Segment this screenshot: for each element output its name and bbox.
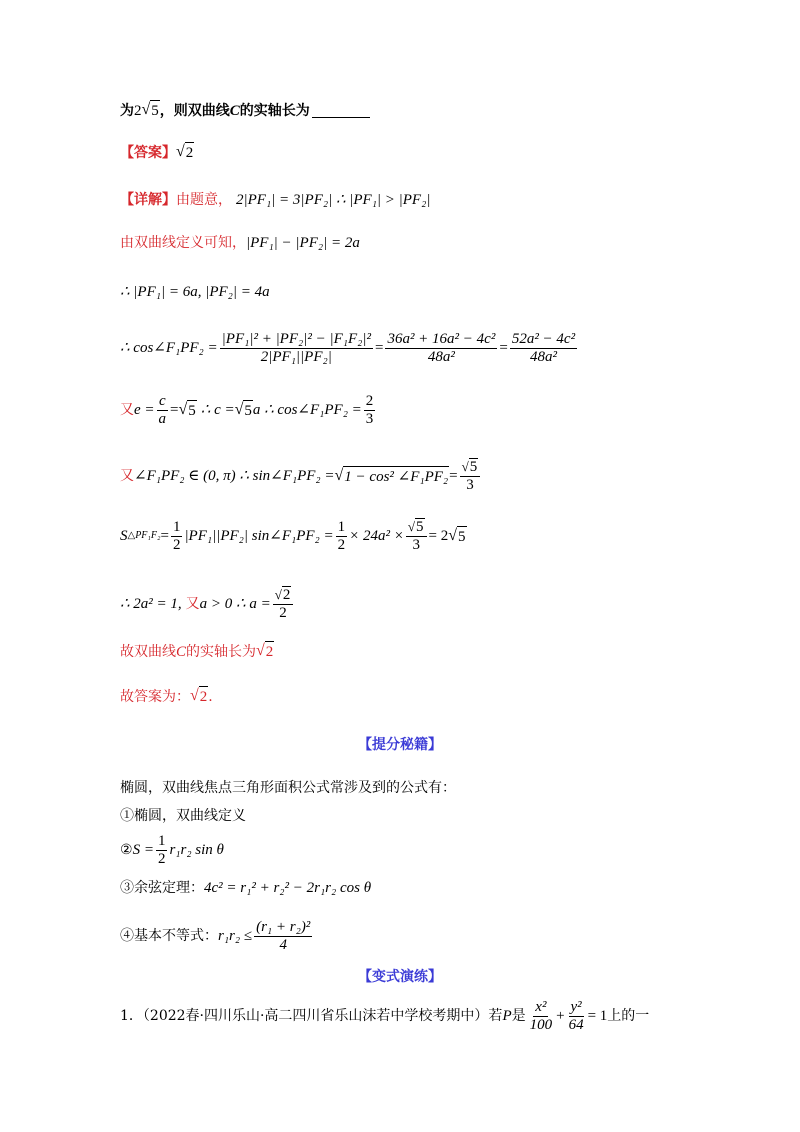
text: 上的一 — [607, 1008, 650, 1024]
values-line — [120, 282, 270, 302]
fraction: $\frac{\text{36a² + 16a² − 4c²}}{\text{48a²}}$ — [387, 330, 496, 365]
text: 的实轴长为 — [239, 102, 310, 119]
solve-line — [120, 584, 295, 624]
math: = — [160, 528, 169, 544]
math: e = — [134, 402, 155, 418]
section-title-practice: 【变式演练】 — [358, 969, 442, 985]
sqrt: √ 1 − cos² ∠F₁PF₂ — [334, 466, 449, 485]
fraction: $\frac{\text{|PF₁|² + |PF₂|² − |F₁F₂|²}}{\text{2|PF₁||PF₂|}}$ — [221, 330, 371, 365]
area-line — [120, 516, 467, 556]
math: 2|PF₁| = 3|PF₂| ∴ |PF₁| > |PF₂| — [236, 192, 431, 208]
practice-question-1 — [120, 996, 649, 1036]
math: = 1 — [587, 1008, 608, 1024]
math: a ∴ cos∠F₁PF₂ = — [252, 402, 362, 418]
text: 为 — [120, 102, 134, 119]
text: 1．（2022春·四川乐山·高二四川省乐山沫若中学校考期中）若 — [120, 1008, 503, 1024]
math: r₁r₂ ≤ — [218, 928, 253, 944]
math: = 2 — [428, 528, 449, 544]
section-title-tips: 【提分秘籍】 — [358, 737, 442, 753]
fraction: $\frac{1}{2}$ — [157, 832, 166, 867]
text: ①椭圆，双曲线定义 — [120, 808, 246, 824]
math: = — [449, 468, 458, 484]
math-2sqrt5: 2 √ 5 — [134, 101, 159, 119]
text: 由题意， — [176, 192, 232, 208]
tips-item-4 — [120, 916, 314, 956]
var-c: C — [229, 102, 240, 119]
text: 的实轴长为 — [186, 643, 257, 660]
text: 又 — [185, 596, 200, 612]
fraction: √ 2 2 — [273, 586, 294, 622]
fraction: √ 5 3 — [460, 458, 481, 494]
math: ∴ cos∠F₁PF₂ = — [120, 340, 218, 356]
text: ② — [120, 842, 133, 858]
text: ③余弦定理： — [120, 880, 204, 896]
tips-intro — [120, 778, 456, 798]
sqrt: √ 2 — [256, 642, 274, 660]
text: 故双曲线 — [120, 643, 176, 660]
fraction: $\frac{2}{3}$ — [365, 392, 374, 427]
text: . — [208, 688, 213, 705]
fraction: $\frac{c}{a}$ — [158, 392, 167, 427]
answer-value: √ 2 — [176, 143, 194, 161]
detail-label: 【详解】 — [120, 192, 176, 208]
math: = — [170, 402, 179, 418]
sqrt: √ 5 — [234, 400, 252, 419]
eccentricity-line — [120, 390, 377, 430]
math: ∴ |PF₁| = 6a, |PF₂| = 4a — [120, 284, 270, 300]
tips-item-3 — [120, 878, 371, 898]
fraction: $\frac{\text{x²}}{100}$ — [529, 998, 553, 1033]
math: 4c² = r₁² + r₂² − 2r₁r₂ cos θ — [204, 880, 372, 896]
fraction: $\frac{\text{52a² − 4c²}}{\text{48a²}}$ — [511, 330, 576, 365]
fraction: $\frac{1}{2}$ — [172, 518, 181, 553]
sqrt: √ 5 — [448, 526, 466, 545]
problem-tail — [120, 100, 370, 121]
text: ，则双曲线 — [159, 102, 230, 119]
final-answer-line — [120, 686, 213, 707]
area-symbol: S △PF₁F₂ — [120, 528, 161, 544]
definition-line — [120, 233, 360, 253]
math: a > 0 ∴ a = — [199, 596, 271, 612]
answer-label: 【答案】 — [120, 144, 176, 161]
var-p: P — [502, 1008, 512, 1024]
fraction: $\frac{\text{(r₁ + r₂)²}}{4}$ — [256, 918, 311, 953]
detail-line — [120, 190, 430, 210]
var-c: C — [176, 643, 187, 660]
tips-item-2 — [120, 830, 224, 870]
text: 由双曲线定义可知， — [120, 235, 246, 251]
cos-line: ∴ cos∠F₁PF₂ = $\frac{\text{|PF₁|² + |PF₂|² − |F₁F₂|²}}{\text{2|PF₁||PF₂|}}$ = $\frac{\text{36a² + 16a² − 4c²}}{\text{48a²}}$ = $\frac{\text{52a² − 4c²}}{\text{48a²}}$ — [120, 330, 576, 365]
math: + — [556, 1008, 565, 1024]
text: 又 — [120, 468, 134, 484]
text: 是 — [511, 1008, 526, 1024]
text: 故答案为： — [120, 688, 190, 705]
conclusion-line — [120, 641, 274, 662]
tips-item-1 — [120, 806, 246, 826]
text: 又 — [120, 402, 134, 418]
answer-blank — [312, 103, 370, 118]
math: |PF₁||PF₂| sin∠F₁PF₂ = — [184, 528, 334, 544]
math: × 24a² × — [349, 528, 404, 544]
math: ∠F₁PF₂ ∈ (0, π) ∴ sin∠F₁PF₂ = — [134, 468, 335, 484]
fraction: √ 5 3 — [406, 518, 427, 554]
text: ④基本不等式： — [120, 928, 218, 944]
math: ∴ 2a² = 1, — [120, 596, 182, 612]
sqrt: √ 2 — [190, 687, 208, 705]
math: |PF₁| − |PF₂| = 2a — [246, 235, 360, 251]
sine-line — [120, 456, 482, 496]
math: r₁r₂ sin θ — [169, 842, 224, 858]
math: S = — [132, 842, 154, 858]
sqrt: √ 5 — [178, 400, 196, 419]
fraction: $\frac{1}{2}$ — [337, 518, 346, 553]
fraction: $\frac{\text{y²}}{64}$ — [568, 998, 584, 1033]
answer-line — [120, 142, 194, 163]
text: 椭圆，双曲线焦点三角形面积公式常涉及到的公式有： — [120, 780, 456, 796]
math: ∴ c = — [200, 402, 235, 418]
